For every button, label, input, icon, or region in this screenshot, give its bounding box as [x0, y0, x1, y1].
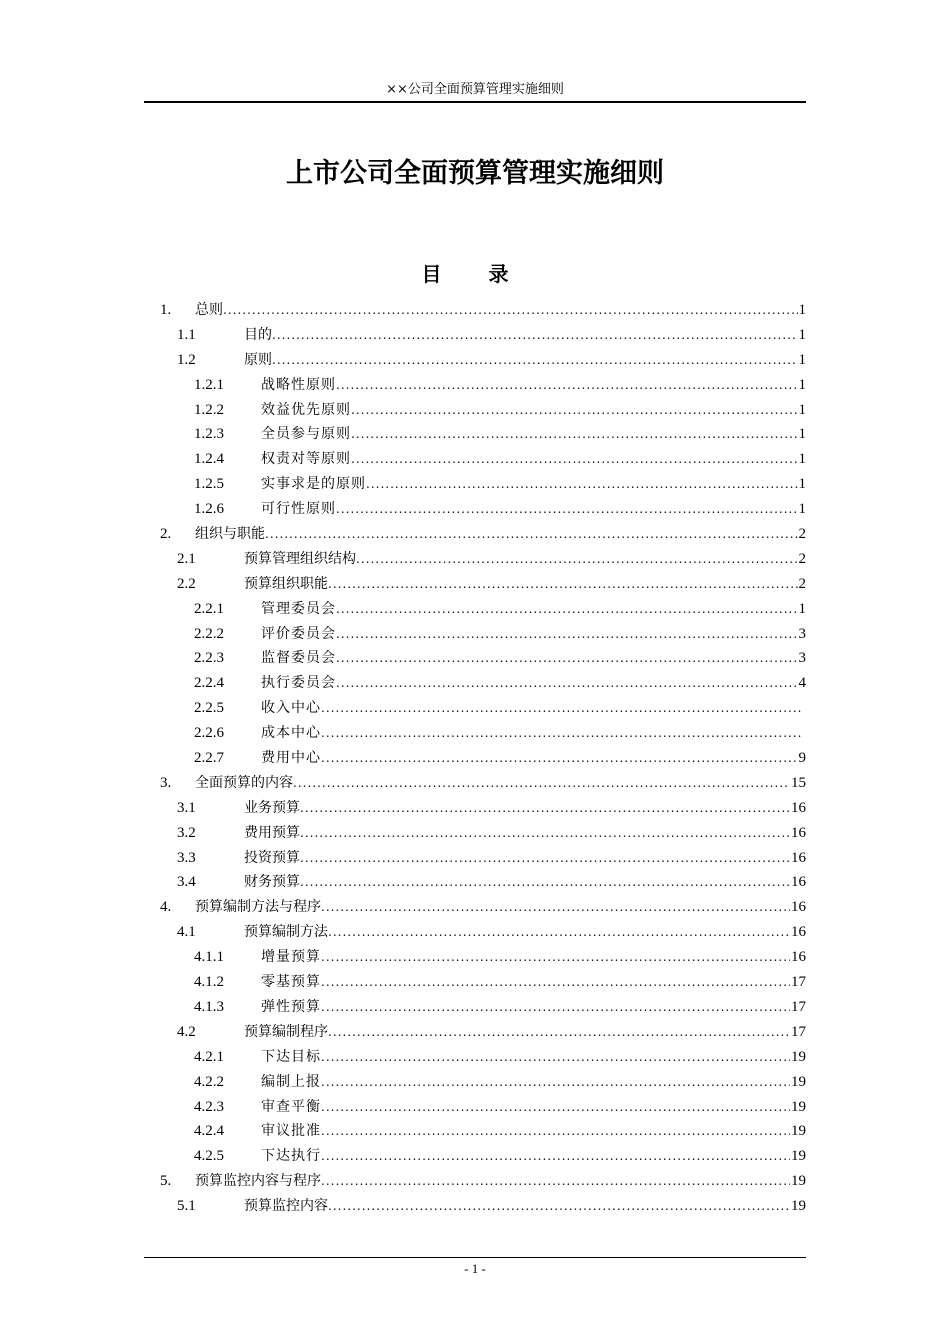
- toc-entry[interactable]: [160, 497, 806, 522]
- toc-entry[interactable]: [160, 796, 806, 821]
- toc-entry-number: 1.2.1: [194, 376, 224, 393]
- toc-dot-leader: [336, 497, 798, 522]
- toc-entry-page: 4: [798, 675, 806, 692]
- toc-entry[interactable]: [160, 821, 806, 846]
- toc-entry[interactable]: [160, 323, 806, 348]
- toc-dot-leader: [351, 398, 798, 423]
- toc-dot-leader: [272, 348, 798, 373]
- toc-entry[interactable]: [160, 1169, 806, 1194]
- toc-entry-number: 4.2.2: [194, 1073, 224, 1090]
- toc-entry-number: 3.1: [177, 799, 196, 816]
- toc-entry-number: 2.2.6: [194, 725, 224, 742]
- toc-entry-number: 4.1.1: [194, 949, 224, 966]
- toc-entry-number: 4.2.5: [194, 1148, 224, 1165]
- toc-entry-number: 5.1: [177, 1198, 196, 1215]
- toc-dot-leader: [223, 298, 798, 323]
- toc-entry-page: 1: [798, 600, 806, 617]
- toc-dot-leader: [336, 622, 798, 647]
- toc-entry-number: 4.: [160, 899, 172, 916]
- header-rule: [144, 101, 806, 103]
- toc-entry-label: 预算组织职能: [244, 575, 328, 592]
- toc-entry-number: 2.2.5: [194, 700, 224, 717]
- toc-entry-label: 战略性原则: [261, 376, 336, 393]
- toc-entry[interactable]: [160, 746, 806, 771]
- toc-entry[interactable]: [160, 398, 806, 423]
- toc-entry-label: 增量预算: [261, 949, 321, 966]
- toc-entry[interactable]: [160, 472, 806, 497]
- toc-entry-number: 3.3: [177, 849, 196, 866]
- toc-dot-leader: [265, 522, 798, 547]
- toc-entry-number: 3.4: [177, 874, 196, 891]
- toc-dot-leader: [321, 1095, 790, 1120]
- toc-entry-number: 2.1: [177, 550, 196, 567]
- toc-entry-page: 15: [791, 774, 806, 791]
- toc-entry-page: 1: [798, 302, 806, 318]
- toc-entry[interactable]: [160, 1020, 806, 1045]
- toc-entry-page: 16: [791, 849, 806, 866]
- toc-entry[interactable]: [160, 373, 806, 398]
- toc-entry-number: 1.2.3: [194, 426, 224, 443]
- toc-entry-label: 零基预算: [261, 974, 321, 991]
- toc-entry-label: 监督委员会: [261, 650, 336, 667]
- toc-entry-label: 预算监控内容与程序: [195, 1173, 321, 1190]
- toc-dot-leader: [336, 597, 798, 622]
- toc-entry[interactable]: [160, 522, 806, 547]
- footer-rule: [144, 1257, 806, 1258]
- toc-entry-page: 16: [791, 874, 806, 891]
- toc-entry-label: 收入中心: [261, 700, 321, 717]
- toc-entry-number: 2.2: [177, 575, 196, 592]
- toc-dot-leader: [321, 1045, 790, 1070]
- toc-entry-number: 1.2.2: [194, 401, 224, 418]
- toc-entry[interactable]: [160, 1095, 806, 1120]
- toc-dot-leader: [300, 846, 790, 871]
- toc-entry-page: 1: [798, 451, 806, 468]
- toc-entry-page: 1: [798, 501, 806, 518]
- toc-entry[interactable]: [160, 995, 806, 1020]
- toc-entry-number: 1.2: [177, 351, 196, 368]
- toc-entry-number: 2.2.4: [194, 675, 224, 692]
- toc-dot-leader: [321, 970, 790, 995]
- toc-entry-label: 全员参与原则: [261, 426, 351, 443]
- toc-entry-number: 5.: [160, 1173, 172, 1190]
- toc-entry-number: 3.2: [177, 824, 196, 841]
- toc-entry-number: 4.1.2: [194, 974, 224, 991]
- toc-dot-leader: [351, 447, 798, 472]
- toc-entry[interactable]: [160, 1119, 806, 1144]
- toc-dot-leader: [336, 671, 798, 696]
- toc-entry-page: 19: [791, 1098, 806, 1115]
- toc-dot-leader: [336, 646, 798, 671]
- toc-dot-leader: [356, 547, 798, 572]
- toc-entry-label: 弹性预算: [261, 998, 321, 1015]
- toc-entry-number: 1.2.6: [194, 501, 224, 518]
- toc-entry-number: 4.2.4: [194, 1123, 224, 1140]
- toc-dot-leader: [321, 1119, 790, 1144]
- toc-dot-leader: [328, 1020, 790, 1045]
- toc-entry[interactable]: [160, 945, 806, 970]
- toc-entry-number: 4.2: [177, 1023, 196, 1040]
- toc-entry-page: 2: [798, 526, 806, 543]
- toc-entry-label: 成本中心: [261, 725, 321, 742]
- toc-entry-number: 2.2.3: [194, 650, 224, 667]
- toc-entry-label: 可行性原则: [261, 501, 336, 518]
- toc-entry-number: 4.2.1: [194, 1048, 224, 1065]
- toc-entry-label: 投资预算: [244, 849, 300, 866]
- toc-entry[interactable]: [160, 547, 806, 572]
- toc-entry-number: 4.1: [177, 924, 196, 941]
- toc-entry-page: 3: [798, 650, 806, 667]
- toc-entry-page: 1: [798, 351, 806, 368]
- toc-entry-label: 预算管理组织结构: [244, 550, 356, 567]
- table-of-contents: [160, 298, 806, 1219]
- toc-dot-leader: [321, 696, 801, 721]
- toc-entry-number: 2.2.7: [194, 750, 224, 767]
- toc-dot-leader: [328, 1194, 790, 1219]
- toc-entry-label: 评价委员会: [261, 625, 336, 642]
- toc-entry-label: 管理委员会: [261, 600, 336, 617]
- toc-entry-label: 审查平衡: [261, 1098, 321, 1115]
- toc-entry[interactable]: [160, 721, 806, 746]
- toc-dot-leader: [300, 796, 790, 821]
- toc-dot-leader: [321, 721, 801, 746]
- toc-heading: 目 录: [421, 262, 529, 286]
- toc-entry-page: 1: [798, 426, 806, 443]
- toc-entry-label: 财务预算: [244, 874, 300, 891]
- toc-entry-label: 实事求是的原则: [261, 476, 366, 493]
- toc-entry-number: 4.1.3: [194, 998, 224, 1015]
- toc-entry[interactable]: [160, 1144, 806, 1169]
- toc-entry-label: 全面预算的内容: [195, 774, 293, 791]
- toc-entry-page: 17: [791, 1023, 806, 1040]
- toc-dot-leader: [351, 422, 798, 447]
- toc-entry-label: 原则: [244, 351, 272, 368]
- page-number: - 1 -: [464, 1261, 486, 1276]
- toc-entry-label: 总则: [195, 302, 223, 318]
- toc-dot-leader: [336, 373, 798, 398]
- toc-dot-leader: [321, 1144, 790, 1169]
- toc-entry[interactable]: [160, 895, 806, 920]
- toc-entry-page: 16: [791, 799, 806, 816]
- toc-entry-label: 费用预算: [244, 824, 300, 841]
- toc-dot-leader: [328, 920, 790, 945]
- toc-entry-page: 16: [791, 824, 806, 841]
- toc-entry-page: 3: [798, 625, 806, 642]
- toc-entry-page: 16: [791, 949, 806, 966]
- toc-entry-page: 19: [791, 1148, 806, 1165]
- toc-dot-leader: [300, 870, 790, 895]
- toc-dot-leader: [321, 945, 790, 970]
- toc-entry-label: 审议批准: [261, 1123, 321, 1140]
- toc-dot-leader: [328, 572, 798, 597]
- toc-entry-label: 组织与职能: [195, 526, 265, 543]
- toc-entry-page: 19: [791, 1198, 806, 1215]
- toc-entry-label: 执行委员会: [261, 675, 336, 692]
- toc-entry[interactable]: [160, 1070, 806, 1095]
- toc-entry-page: 19: [791, 1123, 806, 1140]
- toc-entry-label: 下达执行: [261, 1148, 321, 1165]
- toc-entry-number: 1.2.4: [194, 451, 224, 468]
- toc-entry-page: 1: [798, 401, 806, 418]
- toc-entry-number: 1.: [160, 302, 172, 318]
- toc-entry-label: 目的: [244, 326, 272, 343]
- toc-entry-page: 9: [798, 750, 806, 767]
- toc-entry[interactable]: [160, 671, 806, 696]
- toc-dot-leader: [321, 1169, 790, 1194]
- toc-entry-number: 2.2.2: [194, 625, 224, 642]
- toc-entry[interactable]: [160, 597, 806, 622]
- toc-entry-label: 下达目标: [261, 1048, 321, 1065]
- toc-entry-page: 2: [798, 550, 806, 567]
- toc-entry[interactable]: [160, 970, 806, 995]
- toc-entry-number: 3.: [160, 774, 172, 791]
- toc-entry[interactable]: [160, 348, 806, 373]
- running-header: ××公司全面预算管理实施细则: [386, 82, 564, 97]
- toc-entry[interactable]: [160, 298, 806, 323]
- toc-entry-page: 16: [791, 924, 806, 941]
- toc-entry[interactable]: [160, 696, 806, 721]
- toc-entry-page: 1: [798, 376, 806, 393]
- toc-dot-leader: [321, 746, 798, 771]
- toc-entry-label: 权责对等原则: [261, 451, 351, 468]
- toc-dot-leader: [321, 995, 790, 1020]
- toc-dot-leader: [366, 472, 798, 497]
- toc-entry-page: 19: [791, 1048, 806, 1065]
- toc-entry-page: 1: [798, 326, 806, 343]
- toc-entry-page: 19: [791, 1073, 806, 1090]
- toc-dot-leader: [272, 323, 798, 348]
- toc-entry[interactable]: [160, 422, 806, 447]
- toc-entry-label: 业务预算: [244, 799, 300, 816]
- toc-entry-number: 2.2.1: [194, 600, 224, 617]
- toc-entry[interactable]: [160, 846, 806, 871]
- toc-dot-leader: [321, 1070, 790, 1095]
- toc-entry-label: 编制上报: [261, 1073, 321, 1090]
- toc-entry-page: 19: [791, 1173, 806, 1190]
- toc-entry-number: 4.2.3: [194, 1098, 224, 1115]
- toc-entry[interactable]: [160, 920, 806, 945]
- toc-entry[interactable]: [160, 771, 806, 796]
- toc-dot-leader: [300, 821, 790, 846]
- toc-entry-page: 16: [791, 899, 806, 916]
- toc-entry-page: 17: [791, 998, 806, 1015]
- toc-entry-number: 1.1: [177, 326, 196, 343]
- toc-entry-number: 1.2.5: [194, 476, 224, 493]
- toc-entry[interactable]: [160, 572, 806, 597]
- toc-entry-label: 效益优先原则: [261, 401, 351, 418]
- toc-dot-leader: [321, 895, 790, 920]
- toc-entry-page: 1: [798, 476, 806, 493]
- toc-entry-page: 2: [798, 575, 806, 592]
- toc-entry-label: 预算编制程序: [244, 1023, 328, 1040]
- toc-entry-label: 费用中心: [261, 750, 321, 767]
- toc-entry[interactable]: [160, 1045, 806, 1070]
- toc-entry-label: 预算编制方法与程序: [195, 899, 321, 916]
- toc-entry-label: 预算监控内容: [244, 1198, 328, 1215]
- toc-entry[interactable]: [160, 646, 806, 671]
- toc-entry[interactable]: [160, 622, 806, 647]
- toc-entry[interactable]: [160, 1194, 806, 1219]
- toc-entry-page: 17: [791, 974, 806, 991]
- toc-entry-number: 2.: [160, 526, 172, 543]
- document-title: 上市公司全面预算管理实施细则: [286, 158, 664, 189]
- toc-dot-leader: [293, 771, 790, 796]
- toc-entry[interactable]: [160, 447, 806, 472]
- toc-entry-label: 预算编制方法: [244, 924, 328, 941]
- toc-entry[interactable]: [160, 870, 806, 895]
